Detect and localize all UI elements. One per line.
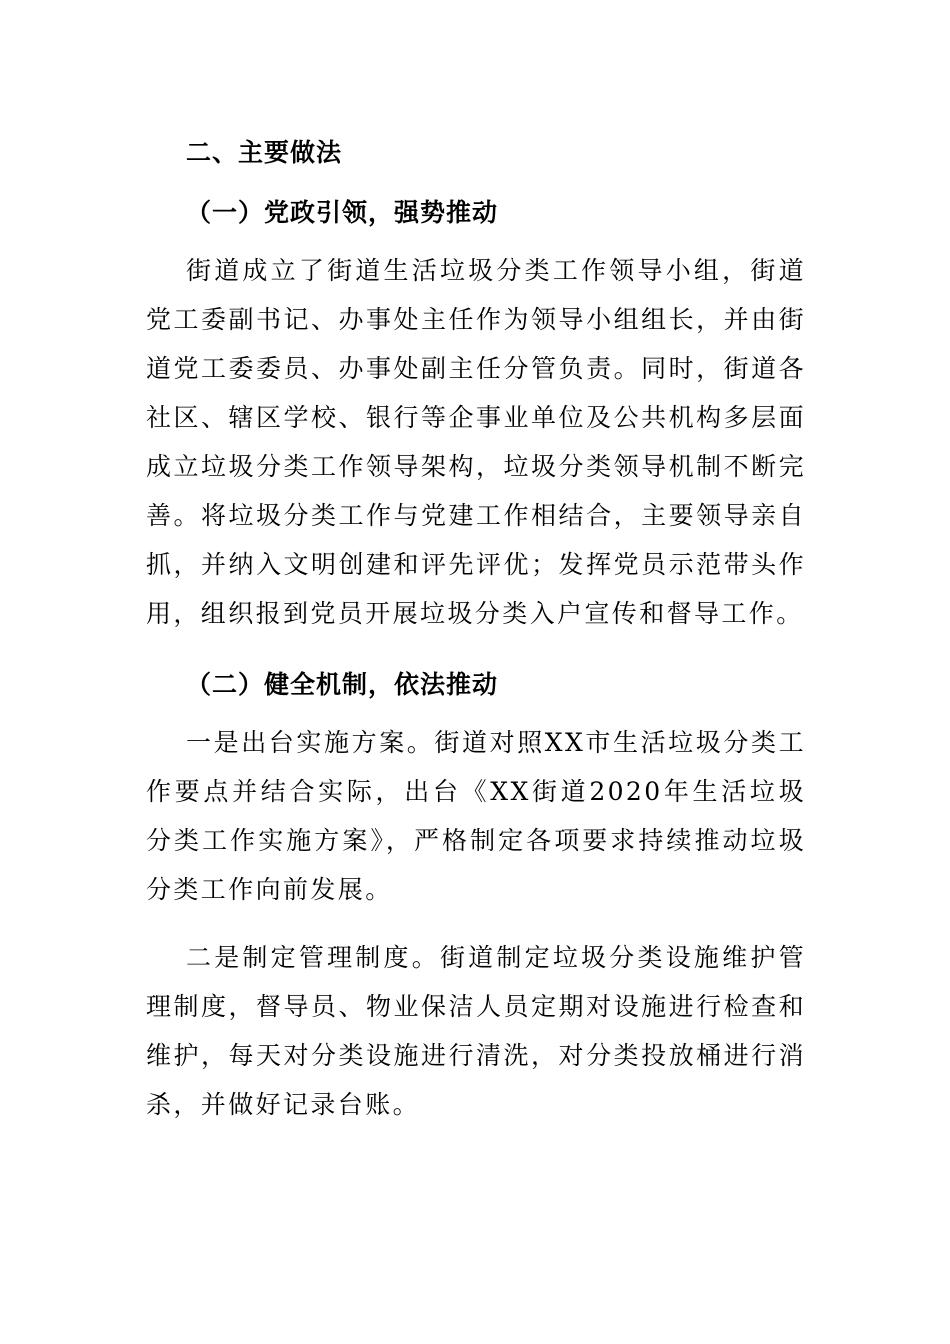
subsection-2-paragraph-1: 一是出台实施方案。街道对照XX市生活垃圾分类工作要点并结合实际，出台《XX街道2020年生活垃圾分类工作实施方案》，严格制定各项要求持续推动垃圾分类工作向前发展。 [146, 728, 806, 904]
subsection-1-paragraph: 街道成立了街道生活垃圾分类工作领导小组，街道党工委副书记、办事处主任作为领导小组组长，并由街道党工委委员、办事处副主任分管负责。同时，街道各社区、辖区学校、银行等企事业单位及公共机构多层面成立垃圾分类工作领导架构，垃圾分类领导机制不断完善。将垃圾分类工作与党建工作相结合，主要领导亲自抓，并纳入文明创建和评先评优；发挥党员示范带头作用，组织报到党员开展垃圾分类入户宣传和督导工作。 [146, 256, 806, 628]
subsection-1-heading: （一）党政引领，强势推动 [186, 198, 499, 227]
section-heading: 二、主要做法 [186, 138, 343, 167]
subsection-2-heading: （二）健全机制，依法推动 [186, 670, 499, 699]
subsection-2-paragraph-2: 二是制定管理制度。街道制定垃圾分类设施维护管理制度，督导员、物业保洁人员定期对设施进行检查和维护，每天对分类设施进行清洗，对分类投放桶进行消杀，并做好记录台账。 [146, 943, 806, 1119]
